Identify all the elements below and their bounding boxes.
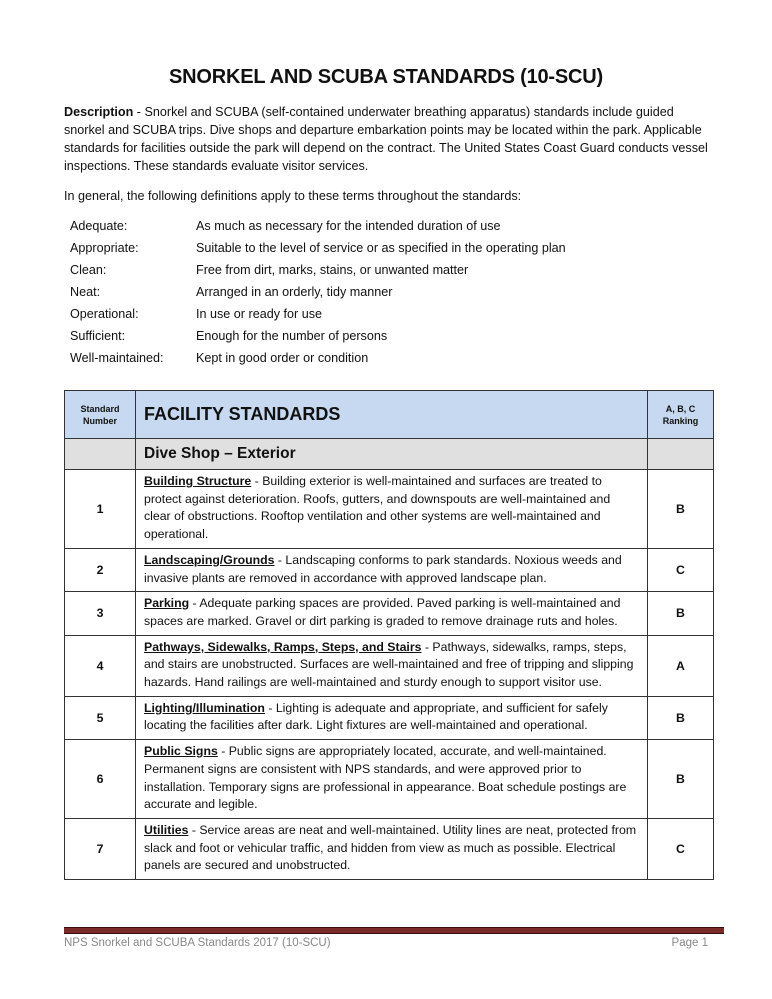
standard-name: Building Structure: [144, 474, 252, 488]
definition-item: [70, 303, 566, 325]
standard-name: Lighting/Illumination: [144, 700, 265, 715]
table-row: [65, 740, 714, 819]
standard-name: Utilities: [144, 822, 189, 837]
definition-meaning: Suitable to the level of service or as specified in the operating plan: [196, 241, 566, 255]
standard-rank: B: [648, 696, 714, 739]
header-standard-number: Standard Number: [65, 391, 136, 439]
header-ranking: A, B, C Ranking: [648, 391, 714, 439]
definition-term: Clean:: [70, 263, 107, 277]
table-row: [65, 470, 714, 549]
table-row: [65, 696, 714, 739]
standard-text: Utilities - Service areas are neat and well-maintained. Utility lines are neat, protected from slack and foot or vehicular traffic, and hidden from view as much as possible. Electrical panels are secured and unobstructed.: [136, 818, 648, 879]
definition-item: [70, 259, 566, 281]
standard-text: Pathways, Sidewalks, Ramps, Steps, and Stairs - Pathways, sidewalks, ramps, steps, and stairs are unobstructed. Surfaces are well-maintained and free of tripping and slipping hazards. Hand railings are well-maintained and sturdy enough to support visitor use.: [136, 635, 648, 696]
definition-item: [70, 237, 566, 259]
standard-rank: C: [648, 818, 714, 879]
standard-text: Public Signs - Public signs are appropriately located, accurate, and well-maintained. Permanent signs are consistent with NPS standards, and were approved prior to installation. Temporary signs are professional in appearance. Boat schedule postings are accurate and legible.: [136, 740, 648, 819]
standard-number: 4: [65, 635, 136, 696]
definition-item: [70, 325, 566, 347]
definition-meaning: Arranged in an orderly, tidy manner: [196, 285, 393, 299]
definition-meaning: As much as necessary for the intended duration of use: [196, 219, 501, 233]
footer-document-name: NPS Snorkel and SCUBA Standards 2017 (10-SCU): [64, 937, 331, 949]
footer-page-number: Page 1: [671, 937, 708, 949]
table-header-row: [65, 391, 714, 439]
description-label: Description: [64, 105, 134, 119]
standard-name: Public Signs: [144, 744, 218, 759]
definition-term: Sufficient:: [70, 329, 126, 343]
standard-text: Parking - Adequate parking spaces are provided. Paved parking is well-maintained and spaces are marked. Gravel or dirt parking is graded to remove drainage ruts and holes.: [136, 592, 648, 635]
standard-text: Lighting/Illumination - Lighting is adequate and appropriate, and sufficient for safely locating the facilities after dark. Light fixtures are well-maintained and operational.: [136, 696, 648, 739]
standard-text: Landscaping/Grounds - Landscaping conforms to park standards. Noxious weeds and invasive plants are removed in accordance with approved landscape plan.: [136, 548, 648, 591]
definition-meaning: Kept in good order or condition: [196, 351, 369, 365]
definition-item: [70, 347, 566, 369]
standard-number: 5: [65, 696, 136, 739]
footer-rule: [64, 927, 724, 934]
standard-rank: C: [648, 548, 714, 591]
description-text: - Snorkel and SCUBA (self-contained underwater breathing apparatus) standards include guided snorkel and SCUBA trips. Dive shops and departure embarkation points may be located within the park. Applicable standards for facilities outside the park will depend on the contract. The United States Coast Guard conducts vessel inspections. These standards evaluate visitor services.: [64, 105, 708, 173]
standard-number: 3: [65, 592, 136, 635]
definition-term: Neat:: [70, 285, 101, 299]
definition-term: Adequate:: [70, 219, 128, 233]
description: [64, 103, 714, 175]
definition-item: [70, 281, 566, 303]
definition-meaning: In use or ready for use: [196, 307, 323, 321]
table-row: [65, 592, 714, 635]
standard-number: 7: [65, 818, 136, 879]
standard-name: Pathways, Sidewalks, Ramps, Steps, and Stairs: [144, 639, 422, 654]
table-row: [65, 635, 714, 696]
standard-text: Building Structure - Building exterior is well-maintained and surfaces are treated to protect against deterioration. Roofs, gutters, and downspouts are well-maintained and clear of obstructions. Rooftop ventilation and other systems are well-maintained and operational.: [136, 470, 648, 549]
definition-term: Appropriate:: [70, 241, 139, 255]
table-row: [65, 548, 714, 591]
standard-name: Landscaping/Grounds: [144, 552, 275, 567]
facility-standards-table: [64, 390, 714, 880]
definitions-list: [70, 215, 566, 369]
definition-meaning: Free from dirt, marks, stains, or unwanted matter: [196, 263, 469, 277]
standard-rank: B: [648, 470, 714, 549]
definitions-intro: In general, the following definitions apply to these terms throughout the standards:: [64, 189, 522, 203]
definition-term: Operational:: [70, 307, 139, 321]
standard-rank: B: [648, 592, 714, 635]
section-row: [65, 439, 714, 470]
definition-item: [70, 215, 566, 237]
definition-meaning: Enough for the number of persons: [196, 329, 388, 343]
standard-rank: B: [648, 740, 714, 819]
table-row: [65, 818, 714, 879]
standard-number: 2: [65, 548, 136, 591]
section-title: Dive Shop – Exterior: [136, 439, 648, 470]
standard-number: 6: [65, 740, 136, 819]
standard-number: 1: [65, 470, 136, 549]
standard-name: Parking: [144, 596, 190, 611]
page-title: SNORKEL AND SCUBA STANDARDS (10-SCU): [169, 66, 603, 88]
header-title: FACILITY STANDARDS: [136, 391, 648, 439]
definition-term: Well-maintained:: [70, 351, 164, 365]
standard-rank: A: [648, 635, 714, 696]
